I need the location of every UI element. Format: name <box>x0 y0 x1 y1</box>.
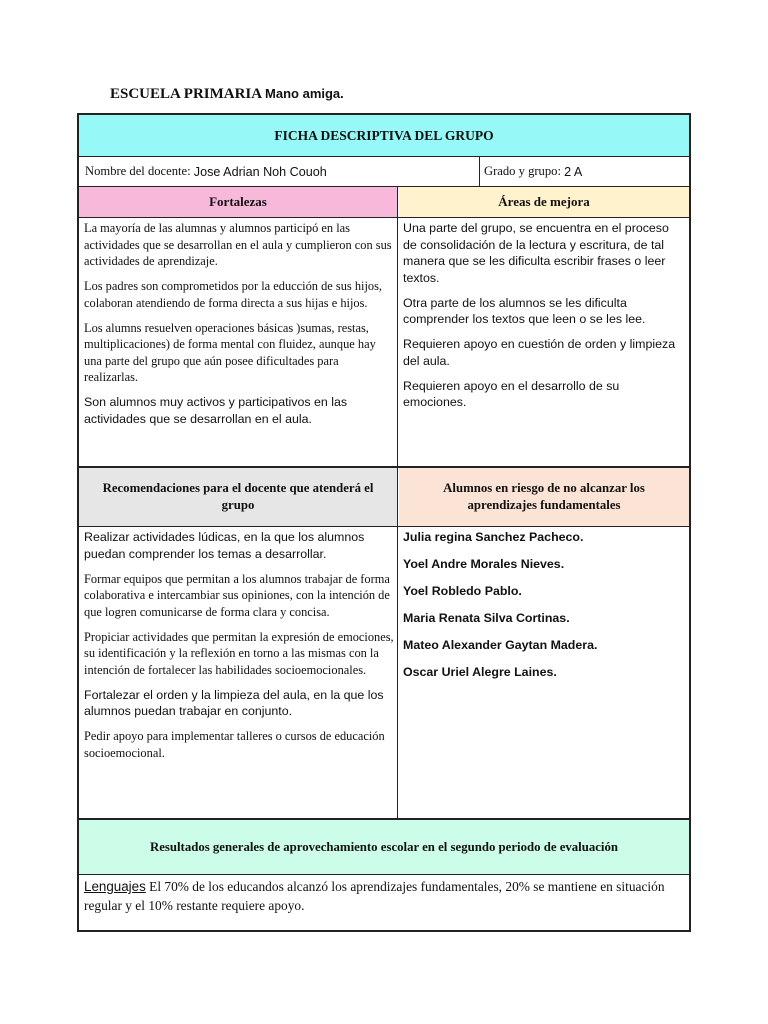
mejora-item: Una parte del grupo, se encuentra en el proceso de consolidación de la lectura y escritura, de tal manera que se les dificulta escribir frases o leer textos. <box>403 221 669 285</box>
riesgo-heading: Alumnos en riesgo de no alcanzar los aprendizajes fundamentales <box>399 468 689 526</box>
student-name: Oscar Uriel Alegre Laines. <box>403 665 557 679</box>
teacher-field <box>85 157 481 186</box>
fortalezas-heading: Fortalezas <box>79 187 397 217</box>
recomendaciones-item: Realizar actividades lúdicas, en la que los alumnos puedan comprender los temas a desarrollar. <box>84 530 365 561</box>
recomendaciones-heading: Recomendaciones para el docente que atenderá el grupo <box>79 468 397 526</box>
teacher-label: Nombre del docente: <box>85 164 191 178</box>
resultados-text <box>84 877 686 915</box>
recomendaciones-item: Propiciar actividades que permitan la expresión de emociones, su identificación y la reflexión en torno a las mismas con la intención de fortalecer las habilidades socioemocionales. <box>84 629 394 677</box>
school-name: Mano amiga. <box>265 86 344 101</box>
student-name: Mateo Alexander Gaytan Madera. <box>403 638 598 652</box>
mejora-item: Requieren apoyo en el desarrollo de su emociones. <box>403 378 620 409</box>
teacher-name: Jose Adrian Noh Couoh <box>193 164 327 179</box>
grade-label: Grado y grupo: <box>484 164 561 178</box>
resultados-description: El 70% de los educandos alcanzó los aprendizajes fundamentales, 20% se mantiene en situación regular y el 10% restante requiere apoyo. <box>84 879 665 913</box>
recomendaciones-item: Formar equipos que permitan a los alumnos trabajar de forma colaborativa e intercambiar sus opiniones, con la intención de que logren comunicarse de forma clara y concisa. <box>84 571 390 619</box>
student-name: Yoel Andre Morales Nieves. <box>403 557 565 571</box>
fortalezas-item: La mayoría de las alumnas y alumnos participó en las actividades que se desarrollan en el aula y cumplieron con sus actividades de aprendizaje. <box>84 221 392 268</box>
mejora-heading: Áreas de mejora <box>399 187 689 217</box>
mejora-list <box>403 220 685 419</box>
mejora-item: Otra parte de los alumnos se les dificulta comprender los textos que leen o se les lee. <box>403 295 646 326</box>
at-risk-students-list <box>403 529 685 691</box>
grade-value: 2 A <box>564 164 583 179</box>
recomendaciones-list <box>84 529 395 770</box>
school-header <box>110 86 344 103</box>
group-description-form <box>77 113 691 932</box>
student-name: Maria Renata Silva Cortinas. <box>403 611 570 625</box>
fortalezas-item: Los padres son comprometidos por la educción de sus hijos, colaboran atendiendo de forma directa a sus hijas e hijos. <box>84 279 383 310</box>
recomendaciones-item: Fortalezar el orden y la limpieza del aula, en la que los alumnos puedan trabajar en conjunto. <box>84 687 384 718</box>
resultados-heading: Resultados generales de aprovechamiento escolar en el segundo periodo de evaluación <box>79 820 689 874</box>
grade-field <box>484 157 684 186</box>
subject-label: Lenguajes <box>84 879 146 894</box>
mejora-item: Requieren apoyo en cuestión de orden y limpieza del aula. <box>403 337 676 368</box>
fortalezas-item: Los alumns resuelven operaciones básicas )sumas, restas, multiplicaciones) de forma mental con fluidez, aunque hay una parte del grupo que aún posee dificultades para realizarlas. <box>84 320 376 384</box>
recomendaciones-item: Pedir apoyo para implementar talleres o cursos de educación socioemocional. <box>84 729 385 760</box>
student-name: Yoel Robledo Pablo. <box>403 584 522 598</box>
fortalezas-item: Son alumnos muy activos y participativos en las actividades que se desarrollan en el aula. <box>84 395 348 426</box>
school-label: ESCUELA PRIMARIA <box>110 86 262 102</box>
fortalezas-list <box>84 220 395 436</box>
student-name: Julia regina Sanchez Pacheco. <box>403 530 584 544</box>
form-title: FICHA DESCRIPTIVA DEL GRUPO <box>79 115 689 156</box>
